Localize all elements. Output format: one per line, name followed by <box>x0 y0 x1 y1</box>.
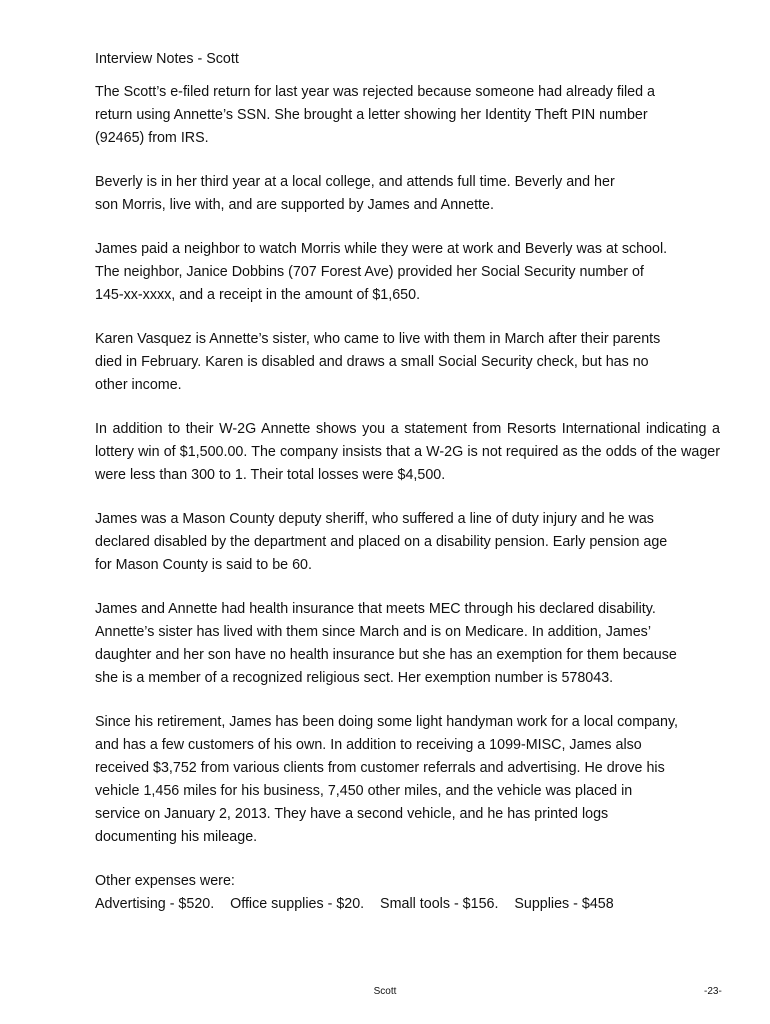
text-line: 145-xx-xxxx, and a receipt in the amount of $1,650. <box>95 287 421 303</box>
paragraph-gambling: In addition to their W-2G Annette shows you a statement from Resorts International indicating a lottery win of $1,500.00. The company insists that a W-2G is not required as the odds of the wager were less than 300 to 1. Their total losses were $4,500. <box>95 421 720 483</box>
text-line: Karen Vasquez is Annette’s sister, who came to live with them in March after their parents <box>95 331 661 347</box>
text-line: The neighbor, Janice Dobbins (707 Forest Ave) provided her Social Security number of <box>95 264 644 280</box>
text-line: service on January 2, 2013. They have a second vehicle, and he has printed logs <box>95 806 609 822</box>
paragraph-health-insurance <box>95 598 720 690</box>
text-line: declared disabled by the department and placed on a disability pension. Early pension age <box>95 534 668 550</box>
text-line: vehicle 1,456 miles for his business, 7,450 other miles, and the vehicle was placed in <box>95 783 633 799</box>
paragraph-beverly <box>95 171 720 217</box>
text-line: and has a few customers of his own. In addition to receiving a 1099-MISC, James also <box>95 737 642 753</box>
paragraph-karen <box>95 328 720 397</box>
text-line: James paid a neighbor to watch Morris while they were at work and Beverly was at school. <box>95 241 668 257</box>
text-line: James was a Mason County deputy sheriff, who suffered a line of duty injury and he was <box>95 511 654 527</box>
footer-name: Scott <box>373 986 397 997</box>
text-line: The Scott’s e-filed return for last year was rejected because someone had already filed a <box>95 84 656 100</box>
text-line: for Mason County is said to be 60. <box>95 557 312 573</box>
text-line: documenting his mileage. <box>95 829 258 845</box>
text-line: James and Annette had health insurance that meets MEC through his declared disability. <box>95 601 656 617</box>
text-line: she is a member of a recognized religious sect. Her exemption number is 578043. <box>95 670 614 686</box>
expense-supplies: Supplies - $458 <box>514 896 614 912</box>
expense-small-tools: Small tools - $156. <box>380 896 499 912</box>
document-body <box>95 48 720 937</box>
text-line: Since his retirement, James has been doing some light handyman work for a local company, <box>95 714 679 730</box>
expense-office-supplies: Office supplies - $20. <box>230 896 365 912</box>
text-line: Beverly is in her third year at a local college, and attends full time. Beverly and her <box>95 174 615 190</box>
text-line: other income. <box>95 377 182 393</box>
paragraph-disability-pension <box>95 508 720 577</box>
text-line: (92465) from IRS. <box>95 130 209 146</box>
text-line: received $3,752 from various clients from customer referrals and advertising. He drove his <box>95 760 665 776</box>
text-line: son Morris, live with, and are supported by James and Annette. <box>95 197 494 213</box>
text-line: daughter and her son have no health insurance but she has an exemption for them because <box>95 647 677 663</box>
text-line: return using Annette’s SSN. She brought a letter showing her Identity Theft PIN number <box>95 107 648 123</box>
text-line: Annette’s sister has lived with them since March and is on Medicare. In addition, James’ <box>95 624 651 640</box>
expenses-list <box>95 893 720 916</box>
page-number: -23- <box>704 986 722 997</box>
paragraph-handyman-business <box>95 711 720 849</box>
text-line: died in February. Karen is disabled and draws a small Social Security check, but has no <box>95 354 649 370</box>
expense-advertising: Advertising - $520. <box>95 896 215 912</box>
expenses-heading: Other expenses were: <box>95 873 235 889</box>
paragraph-identity-theft <box>95 81 720 150</box>
paragraph-child-care <box>95 238 720 307</box>
other-expenses <box>95 870 720 916</box>
document-title: Interview Notes - Scott <box>95 51 239 67</box>
